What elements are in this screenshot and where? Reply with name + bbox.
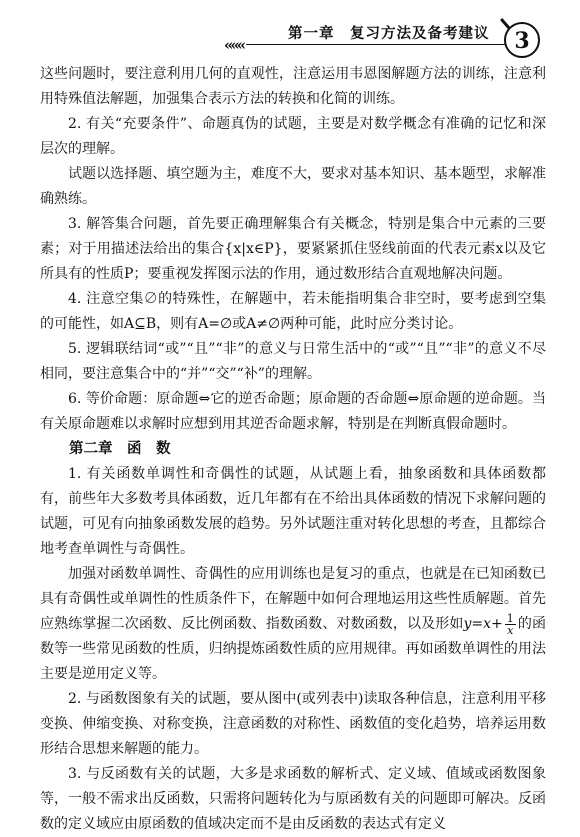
paragraph-item-3: 3. 解答集合问题，首先要正确理解集合有关概念，特别是集合中元素的三要素；对于用描述法给出的集合{x|x∈P}，要紧紧抓住竖线前面的代表元素x以及它所具有的性质P；要重视发挥图示法的作用，通过数形结合直观地解决问题。 xyxy=(40,216,546,282)
header-rule xyxy=(246,44,514,45)
formula-lhs: y=x+ xyxy=(463,616,503,632)
paragraph-item-2: 2. 有关“充要条件”、命题真伪的试题，主要是对数学概念有准确的记忆和深层次的理解。 xyxy=(40,116,546,157)
chevron-decoration-icon: ««« xyxy=(224,36,244,54)
page-body xyxy=(40,62,546,837)
paragraph-item-4: 4. 注意空集∅的特殊性，在解题中，若未能指明集合非空时，要考虑到空集的可能性，如A⊆B，则有A=∅或A≠∅两种可能，此时应分类讨论。 xyxy=(40,291,546,332)
running-title: 第一章 复习方法及备考建议 xyxy=(288,26,490,42)
paragraph-text: 的函数等一些常见函数的性质，归纳提炼函数性质的应用规律。再如函数单调性的用法主要是逆用定义等。 xyxy=(40,616,546,682)
paragraph-ch2-applications xyxy=(40,562,546,687)
paragraph-ch2-item-1: 1. 有关函数单调性和奇偶性的试题，从试题上看，抽象函数和具体函数都有，前些年大多数考具体函数，近几年都有在不给出具体函数的情况下求解问题的试题，可见有向抽象函数发展的趋势。另外试题注重对转化思想的考查，且都综合地考查单调性与奇偶性。 xyxy=(40,466,546,557)
page-number: 3 xyxy=(514,28,530,54)
paragraph-text: 加强对函数单调性、奇偶性的应用训练也是复习的重点，也就是在已知函数已具有奇偶性或单调性的性质条件下，在解题中如何合理地运用这些性质解题。首先应熟练掌握二次函数、反比例函数、指数函数、对数函数，以及形如 xyxy=(40,566,546,632)
paragraph-ch2-item-2: 2. 与函数图象有关的试题，要从图中(或列表中)读取各种信息，注意利用平移变换、伸缩变换、对称变换，注意函数的对称性、函数值的变化趋势，培养运用数形结合思想来解题的能力。 xyxy=(40,691,546,757)
page-header xyxy=(0,0,580,60)
fraction-denominator: x xyxy=(507,623,514,637)
paragraph-item-2-note: 试题以选择题、填空题为主，难度不大，要求对基本知识、基本题型，求解准确熟练。 xyxy=(40,166,546,207)
formula xyxy=(463,611,518,637)
paragraph-continued: 这些问题时，要注意利用几何的直观性，注意运用韦恩图解题方法的训练，注意利用特殊值法解题，加强集合表示方法的转换和化简的训练。 xyxy=(40,66,546,107)
magnifier-icon xyxy=(498,16,544,62)
formula-fraction xyxy=(505,613,516,636)
page-number-badge xyxy=(498,16,544,62)
fraction-numerator: 1 xyxy=(506,611,514,625)
chapter-heading: 第二章 函 数 xyxy=(69,441,171,457)
paragraph-ch2-item-3: 3. 与反函数有关的试题，大多是求函数的解析式、定义域、值域或函数图象等，一般不需求出反函数，只需将问题转化为与原函数有关的问题即可解决。反函数的定义域应由原函数的值域决定而不是由反函数的表达式有定义 xyxy=(40,766,546,832)
paragraph-item-6: 6. 等价命题：原命题⇔它的逆否命题；原命题的否命题⇔原命题的逆命题。当有关原命题难以求解时应想到用其逆否命题求解，特别是在判断真假命题时。 xyxy=(40,391,546,432)
paragraph-item-5: 5. 逻辑联结词“或”“且”“非”的意义与日常生活中的“或”“且”“非”的意义不尽相同，要注意集合中的“并”“交”“补”的理解。 xyxy=(40,341,546,382)
